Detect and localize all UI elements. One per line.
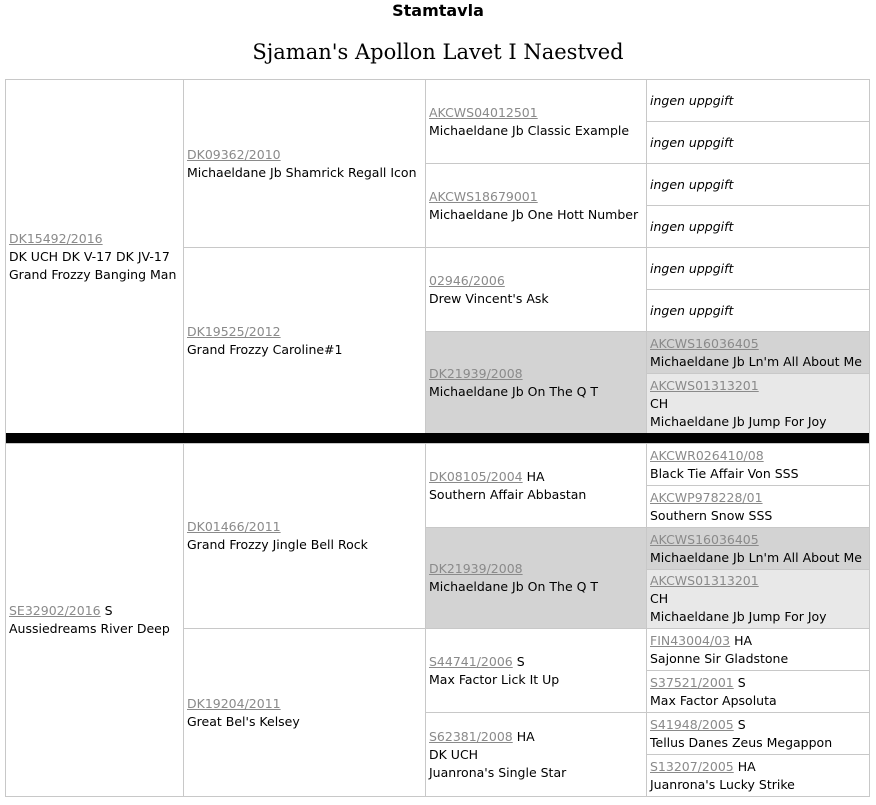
dd-dam-suffix: HA	[516, 728, 535, 744]
sdd-dam-reg-link[interactable]: AKCWS01313201	[650, 377, 759, 393]
unknown-text: ingen uppgift	[650, 134, 734, 150]
dam-sire-name: Grand Frozzy Jingle Bell Rock	[187, 537, 368, 552]
dds-sire-name: Sajonne Sir Gladstone	[650, 650, 789, 666]
ssd-sire-cell	[646, 163, 870, 206]
dss-sire-cell	[646, 443, 870, 486]
dsd-dam-name: Michaeldane Jb Jump For Joy	[650, 609, 827, 624]
sd-dam-cell	[425, 331, 647, 434]
sire-titles: DK UCH DK V-17 DK JV-17	[9, 248, 170, 264]
ddd-dam-reg-link[interactable]: S13207/2005	[650, 758, 734, 774]
ds-sire-reg-link[interactable]: DK08105/2004	[429, 468, 523, 484]
ddd-sire-name: Tellus Danes Zeus Megappon	[650, 734, 833, 750]
ds-dam-reg-link[interactable]: DK21939/2008	[429, 561, 523, 576]
ss-dam-reg-link[interactable]: AKCWS18679001	[429, 188, 538, 204]
dds-sire-reg-link[interactable]: FIN43004/03	[650, 632, 731, 648]
dss-sire-reg-link[interactable]: AKCWR026410/08	[650, 447, 764, 463]
sss-dam-cell	[646, 121, 870, 164]
dss-dam-cell	[646, 485, 870, 528]
dd-dam-name: Juanrona's Single Star	[429, 764, 567, 780]
dd-sire-name: Max Factor Lick It Up	[429, 671, 560, 687]
sdd-dam-name: Michaeldane Jb Jump For Joy	[650, 413, 827, 429]
unknown-text: ingen uppgift	[650, 176, 734, 192]
dam-sire-cell	[183, 443, 426, 629]
ddd-sire-cell	[646, 712, 870, 755]
sd-sire-name: Drew Vincent's Ask	[429, 290, 549, 306]
dds-dam-name: Max Factor Apsoluta	[650, 692, 777, 708]
sire-cell	[5, 79, 184, 434]
ds-dam-cell	[425, 527, 647, 629]
dam-name: Aussiedreams River Deep	[9, 621, 170, 636]
sire-dam-divider	[6, 433, 869, 443]
dsd-sire-cell	[646, 527, 870, 570]
sire-sire-cell	[183, 79, 426, 248]
dds-sire-cell	[646, 628, 870, 671]
ds-sire-suffix: HA	[526, 468, 545, 484]
sss-sire-cell	[646, 79, 870, 122]
dds-dam-cell	[646, 670, 870, 713]
dd-sire-suffix: S	[516, 653, 525, 669]
dss-sire-name: Black Tie Affair Von SSS	[650, 465, 799, 481]
dd-dam-title: DK UCH	[429, 746, 479, 762]
dog-name: Sjaman's Apollon Lavet I Naestved	[252, 40, 624, 64]
ddd-sire-suffix: S	[737, 716, 746, 732]
sire-reg-link[interactable]: DK15492/2016	[9, 230, 103, 246]
unknown-text: ingen uppgift	[650, 92, 734, 108]
ss-sire-cell	[425, 79, 647, 164]
sd-sire-reg-link[interactable]: 02946/2006	[429, 272, 505, 288]
sdd-sire-reg-link[interactable]: AKCWS16036405	[650, 335, 759, 351]
dd-sire-cell	[425, 628, 647, 713]
dss-dam-name: Southern Snow SSS	[650, 507, 773, 523]
ssd-dam-cell	[646, 205, 870, 248]
sd-dam-reg-link[interactable]: DK21939/2008	[429, 365, 523, 381]
ds-sire-name: Southern Affair Abbastan	[429, 486, 587, 502]
ddd-dam-cell	[646, 754, 870, 797]
sire-dam-cell	[183, 247, 426, 434]
dd-dam-reg-link[interactable]: S62381/2008	[429, 728, 513, 744]
unknown-text: ingen uppgift	[650, 302, 734, 318]
dds-sire-suffix: HA	[734, 632, 753, 648]
ss-dam-cell	[425, 163, 647, 248]
dam-cell	[5, 443, 184, 797]
dds-dam-suffix: S	[737, 674, 746, 690]
dds-dam-reg-link[interactable]: S37521/2001	[650, 674, 734, 690]
sds-sire-cell	[646, 247, 870, 290]
sire-dam-name: Grand Frozzy Caroline#1	[187, 341, 343, 357]
dss-dam-reg-link[interactable]: AKCWP978228/01	[650, 489, 763, 505]
sdd-dam-cell	[646, 373, 870, 434]
sire-sire-reg-link[interactable]: DK09362/2010	[187, 146, 281, 162]
ds-dam-name: Michaeldane Jb On The Q T	[429, 579, 599, 594]
ss-sire-name: Michaeldane Jb Classic Example	[429, 122, 630, 138]
ddd-dam-suffix: HA	[737, 758, 756, 774]
dam-sire-reg-link[interactable]: DK01466/2011	[187, 519, 281, 534]
dd-sire-reg-link[interactable]: S44741/2006	[429, 653, 513, 669]
dam-dam-reg-link[interactable]: DK19204/2011	[187, 695, 281, 711]
dam-suffix: S	[104, 603, 113, 618]
ddd-sire-reg-link[interactable]: S41948/2005	[650, 716, 734, 732]
dsd-dam-title: CH	[650, 591, 669, 606]
dsd-dam-reg-link[interactable]: AKCWS01313201	[650, 573, 759, 588]
sdd-dam-title: CH	[650, 395, 669, 411]
dam-reg-link[interactable]: SE32902/2016	[9, 603, 101, 618]
dam-dam-cell	[183, 628, 426, 797]
sd-dam-name: Michaeldane Jb On The Q T	[429, 383, 599, 399]
sire-dam-reg-link[interactable]: DK19525/2012	[187, 323, 281, 339]
sire-name: Grand Frozzy Banging Man	[9, 266, 177, 282]
dsd-sire-name: Michaeldane Jb Ln'm All About Me	[650, 549, 862, 565]
unknown-text: ingen uppgift	[650, 260, 734, 276]
sdd-sire-name: Michaeldane Jb Ln'm All About Me	[650, 353, 862, 369]
dsd-dam-cell	[646, 569, 870, 629]
sire-sire-name: Michaeldane Jb Shamrick Regall Icon	[187, 164, 417, 180]
page-heading: Stamtavla	[392, 1, 484, 20]
sdd-sire-cell	[646, 331, 870, 374]
sd-sire-cell	[425, 247, 647, 332]
ss-dam-name: Michaeldane Jb One Hott Number	[429, 206, 639, 222]
dd-dam-cell	[425, 712, 647, 797]
ss-sire-reg-link[interactable]: AKCWS04012501	[429, 104, 538, 120]
unknown-text: ingen uppgift	[650, 218, 734, 234]
sds-dam-cell	[646, 289, 870, 332]
ddd-dam-name: Juanrona's Lucky Strike	[650, 776, 795, 792]
dam-dam-name: Great Bel's Kelsey	[187, 713, 300, 729]
dsd-sire-reg-link[interactable]: AKCWS16036405	[650, 531, 759, 547]
ds-sire-cell	[425, 443, 647, 528]
